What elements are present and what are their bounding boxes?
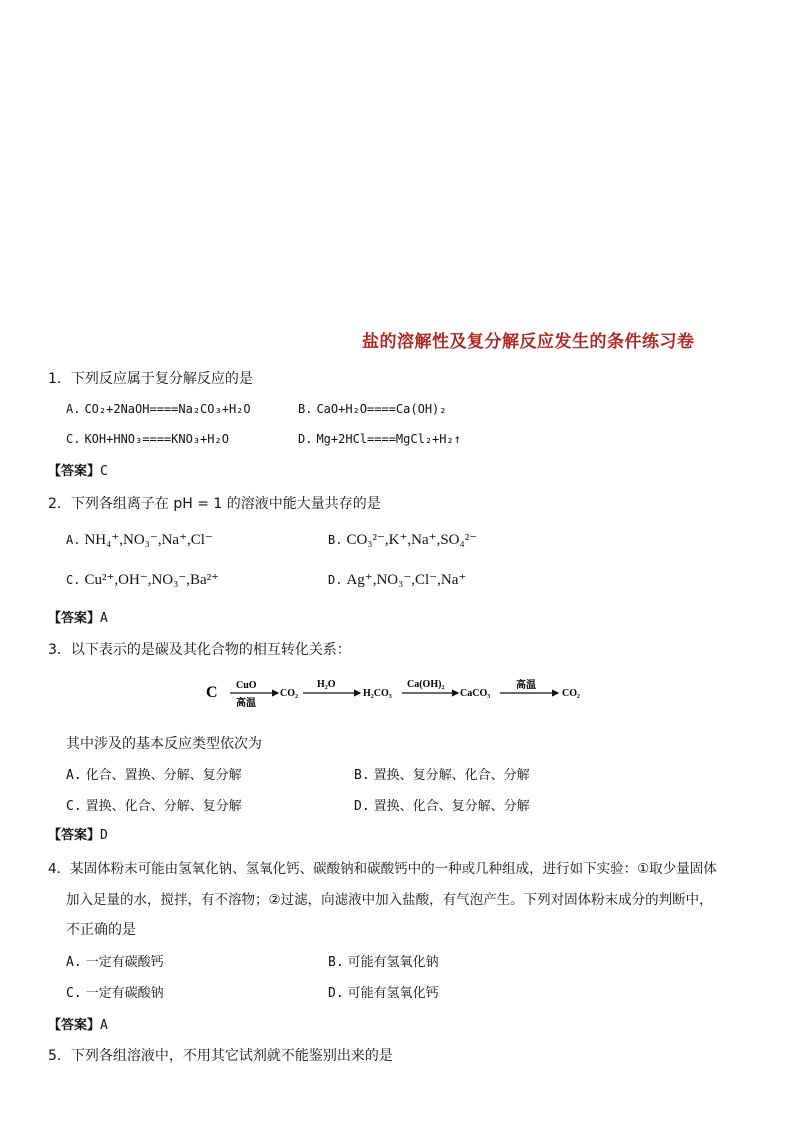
q2-answer: 【答案】A [48, 611, 108, 626]
species-co2-product: CO₂ [562, 688, 580, 699]
species-co2: CO₂ [280, 688, 298, 699]
q4-option-b: B. 可能有氢氧化钠 [328, 955, 439, 970]
q1-answer: 【答案】C [48, 464, 108, 479]
question-4-stem-line-3: 不正确的是 [66, 922, 136, 938]
q3-option-b: B. 置换、复分解、化合、分解 [354, 768, 530, 783]
question-5-stem: 5．下列各组溶液中，不用其它试剂就不能鉴别出来的是 [48, 1048, 393, 1064]
q1-option-b: B. CaO+H₂O====Ca(OH)₂ [298, 402, 447, 416]
q1-option-d: D. Mg+2HCl====MgCl₂+H₂↑ [298, 432, 461, 446]
q3-option-d: D. 置换、化合、复分解、分解 [354, 799, 530, 814]
q2-option-d: D. Ag⁺,NO₃⁻,Cl⁻,Na⁺ [328, 572, 467, 588]
question-4-stem-line-2: 加入足量的水，搅拌，有不溶物；②过滤，向滤液中加入盐酸，有气泡产生。下列对固体粉末成分的判断中， [66, 892, 713, 908]
q2-option-a: A. NH₄⁺,NO₃⁻,Na⁺,Cl⁻ [66, 532, 213, 548]
q1-option-a: A. CO₂+2NaOH====Na₂CO₃+H₂O [66, 402, 251, 416]
q3-option-a: A. 化合、置换、分解、复分解 [66, 768, 242, 783]
question-3-sub-stem: 其中涉及的基本反应类型依次为 [66, 736, 262, 752]
q4-option-c: C. 一定有碳酸钠 [66, 986, 164, 1001]
q2-option-c: C. Cu²⁺,OH⁻,NO₃⁻,Ba²⁺ [66, 572, 220, 588]
species-h2co3: H₂CO₃ [363, 688, 392, 699]
q1-option-c: C. KOH+HNO₃====KNO₃+H₂O [66, 432, 229, 446]
arrow-3-reagent: Ca(OH)₂ [407, 679, 445, 690]
question-4-stem-line-1: 4．某固体粉末可能由氢氧化钠、氢氧化钙、碳酸钠和碳酸钙中的一种或几种组成，进行如下实验：①取少量固体 [48, 861, 717, 877]
q4-answer: 【答案】A [48, 1018, 108, 1033]
q3-option-c: C. 置换、化合、分解、复分解 [66, 799, 242, 814]
arrow-4-condition: 高温 [516, 680, 536, 691]
arrow-1-condition: 高温 [236, 698, 256, 709]
arrow-1-reagent: CuO [236, 680, 257, 691]
species-c: C [206, 684, 218, 701]
question-3-stem: 3．以下表示的是碳及其化合物的相互转化关系： [48, 642, 351, 658]
question-1-stem: 1．下列反应属于复分解反应的是 [48, 371, 253, 387]
document-title: 盐的溶解性及复分解反应发生的条件练习卷 [362, 332, 695, 352]
q3-answer: 【答案】D [48, 828, 108, 843]
arrow-2-reagent: H₂O [317, 679, 336, 690]
question-2-stem: 2．下列各组离子在 pH = 1 的溶液中能大量共存的是 [48, 496, 381, 512]
carbon-conversion-scheme [200, 672, 600, 712]
q2-option-b: B. CO₃²⁻,K⁺,Na⁺,SO₄²⁻ [328, 532, 478, 548]
species-caco3: CaCO₃ [460, 688, 491, 699]
q4-option-a: A. 一定有碳酸钙 [66, 955, 164, 970]
q4-option-d: D. 可能有氢氧化钙 [328, 986, 439, 1001]
